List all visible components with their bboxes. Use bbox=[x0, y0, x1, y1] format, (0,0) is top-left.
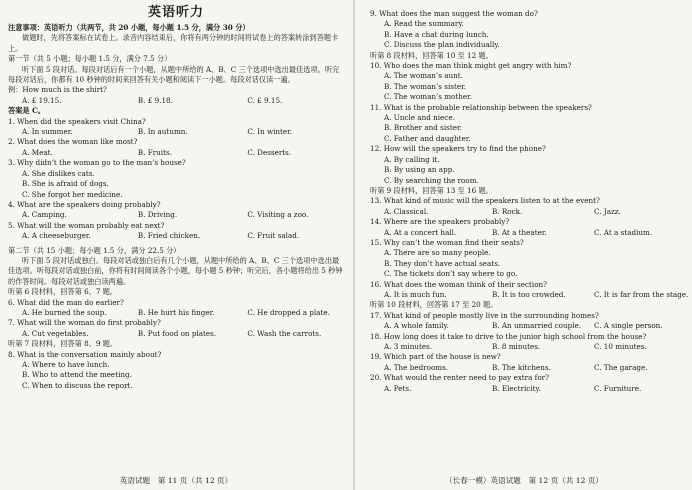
question-17: 17. What kind of people mostly live in the surrounding homes? bbox=[370, 310, 599, 320]
option: B. They don’t have actual seats. bbox=[384, 258, 501, 268]
question-5: 5. What will the woman probably eat next? bbox=[8, 220, 165, 230]
material-9: 听第 9 段材料，回答第 13 至 16 题。 bbox=[370, 185, 493, 195]
example-options bbox=[8, 96, 344, 106]
question-13: 13. What kind of music will the speakers listen to at the event? bbox=[370, 196, 600, 206]
option: A. It is much fun. bbox=[384, 289, 447, 299]
notice: 注意事项：英语听力（共两节，共 20 小题，每小题 1.5 分，满分 30 分） bbox=[8, 23, 250, 32]
option: A. Pets. bbox=[384, 383, 412, 393]
right-page bbox=[356, 0, 692, 490]
question-5-options bbox=[8, 231, 344, 241]
option: C. Discuss the plan individually. bbox=[384, 40, 500, 50]
option: A. Cut vegetables. bbox=[22, 328, 89, 338]
option: C. Visiting a zoo. bbox=[247, 210, 309, 220]
example-question: 例：How much is the shirt? bbox=[8, 85, 107, 95]
question-4-options bbox=[8, 210, 344, 220]
question-13-options bbox=[370, 207, 684, 217]
option: C. The garage. bbox=[594, 362, 648, 372]
option: A. Meat. bbox=[22, 147, 53, 157]
question-7-options bbox=[8, 329, 344, 339]
option: A. He burned the soup. bbox=[22, 307, 107, 317]
question-18-options bbox=[370, 342, 684, 352]
option: B. £ 9.18. bbox=[137, 95, 173, 105]
option: C. In winter. bbox=[247, 127, 293, 137]
option: C. At a stadium. bbox=[594, 227, 653, 237]
option: B. The kitchens. bbox=[492, 362, 551, 372]
instructions: 做题时，先将答案标在试卷上。录音内容结束后，你将有两分钟的时间将试卷上的答案转涂到答题卡上。 bbox=[8, 33, 339, 53]
question-16: 16. What does the woman think of their section? bbox=[370, 279, 548, 289]
option: C. Furniture. bbox=[594, 383, 642, 393]
question-10: 10. Who does the man think might get angry with him? bbox=[370, 61, 572, 71]
option: A. £ 19.15. bbox=[22, 95, 62, 105]
option: B. Have a chat during lunch. bbox=[384, 29, 489, 39]
question-7: 7. What will the woman do first probably? bbox=[8, 318, 161, 328]
question-14-options bbox=[370, 228, 684, 238]
question-1: 1. When did the speakers visit China? bbox=[8, 116, 146, 126]
option: B. By using an app. bbox=[384, 165, 455, 175]
option: C. Desserts. bbox=[247, 147, 292, 157]
question-20: 20. What would the renter need to pay extra for? bbox=[370, 373, 549, 383]
option: C. 10 minutes. bbox=[594, 342, 647, 351]
option: A. By calling it. bbox=[384, 154, 440, 164]
option: B. It is too crowded. bbox=[492, 289, 566, 299]
option: A. The woman’s aunt. bbox=[384, 71, 463, 81]
option: C. Wash the carrots. bbox=[247, 328, 322, 338]
option: C. Jazz. bbox=[594, 206, 621, 216]
material-7: 听第 7 段材料，回答第 8、9 题。 bbox=[8, 339, 118, 349]
question-9: 9. What does the man suggest the woman do? bbox=[370, 9, 538, 18]
option: C. He dropped a plate. bbox=[247, 307, 330, 317]
option: A. There are so many people. bbox=[384, 248, 491, 258]
option: B. Who to attend the meeting. bbox=[22, 370, 132, 380]
section1-header: 第一节（共 5 小题；每小题 1.5 分，满分 7.5 分） bbox=[8, 54, 172, 64]
option: B. Driving. bbox=[137, 210, 178, 220]
option: B. At a theater. bbox=[492, 227, 547, 237]
question-17-options bbox=[370, 321, 684, 331]
page-divider bbox=[353, 0, 355, 490]
option: B. In autumn. bbox=[137, 127, 188, 137]
option: A. Camping. bbox=[22, 210, 67, 220]
page-footer: （长春一模）英语试题 第 12 页（共 12 页） bbox=[444, 475, 604, 485]
question-6: 6. What did the man do earlier? bbox=[8, 297, 124, 307]
option: C. By searching the room. bbox=[384, 175, 479, 185]
option: A. Uncle and niece. bbox=[384, 113, 455, 123]
option: B. An unmarried couple. bbox=[492, 321, 582, 331]
option: C. Father and daughter. bbox=[384, 133, 471, 143]
question-2-options bbox=[8, 148, 344, 158]
option: C. When to discuss the report. bbox=[22, 380, 133, 390]
question-20-options bbox=[370, 384, 684, 394]
question-16-options bbox=[370, 289, 689, 300]
question-12: 12. How will the speakers try to find the phone? bbox=[370, 144, 546, 154]
option: A. The bedrooms. bbox=[384, 362, 449, 372]
option: C. A single person. bbox=[594, 321, 663, 331]
option: B. 8 minutes. bbox=[492, 342, 541, 351]
question-11: 11. What is the probable relationship between the speakers? bbox=[370, 102, 592, 112]
page-footer: 英语试题 第 11 页（共 12 页） bbox=[119, 475, 233, 485]
option: C. The tickets don’t say where to go. bbox=[384, 269, 518, 279]
question-19: 19. Which part of the house is new? bbox=[370, 352, 501, 362]
material-10: 听第 10 段材料，回答第 17 至 20 题。 bbox=[370, 300, 498, 310]
material-6: 听第 6 段材料，回答第 6、7 题。 bbox=[8, 287, 118, 297]
option: C. She forgot her medicine. bbox=[22, 189, 123, 199]
question-3: 3. Why didn’t the woman go to the man’s house? bbox=[8, 158, 186, 168]
question-15: 15. Why can’t the woman find their seats? bbox=[370, 237, 524, 247]
option: A. Where to have lunch. bbox=[22, 360, 110, 369]
option: B. He hurt his finger. bbox=[137, 307, 215, 317]
section1-description: 听下面 5 段对话。每段对话后有一个小题，从题中所给的 A、B、C 三个选项中选出最佳选项。听完每段对话后，你都有 10 秒钟的时间来回答有关小题和阅读下一小题。每段对话仅读一遍。 bbox=[8, 64, 340, 85]
section2-header: 第二节（共 15 小题；每小题 1.5 分，满分 22.5 分） bbox=[8, 245, 181, 255]
question-8: 8. What is the conversation mainly about? bbox=[8, 349, 162, 359]
question-19-options bbox=[370, 363, 684, 373]
example-answer: 答案是 C。 bbox=[8, 106, 45, 116]
option: A. A cheeseburger. bbox=[22, 231, 91, 241]
question-14: 14. Where are the speakers probably? bbox=[370, 217, 510, 227]
option: B. Fruits. bbox=[137, 147, 172, 157]
option: B. Electricity. bbox=[492, 383, 541, 393]
option: A. She dislikes cats. bbox=[22, 168, 95, 178]
option: C. It is far from the stage. bbox=[594, 289, 689, 299]
material-8: 听第 8 段材料，回答第 10 至 12 题。 bbox=[370, 50, 493, 60]
question-18: 18. How long does it take to drive to the junior high school from the house? bbox=[370, 331, 647, 341]
option: B. Fried chicken. bbox=[137, 231, 201, 241]
option: C. £ 9.15. bbox=[247, 95, 283, 105]
section2-description: 听下面 5 段对话或独白。每段对话或独白后有几个小题，从题中所给的 A、B、C 三个选项中选出最佳选项。听每段对话或独白前，你将有时间阅读各个小题，每小题 5 秒钟；听完后，各小题将给出 5 秒钟的作答时间。每段对话或独白读两遍。 bbox=[8, 255, 343, 286]
option: C. The woman’s mother. bbox=[384, 92, 473, 102]
option: A. A whole family. bbox=[384, 321, 449, 331]
question-6-options bbox=[8, 308, 344, 318]
option: B. She is afraid of dogs. bbox=[22, 179, 109, 189]
option: A. 3 minutes. bbox=[384, 342, 433, 351]
option: B. Put food on plates. bbox=[137, 328, 217, 338]
option: B. Rock. bbox=[492, 206, 523, 216]
option: C. Fruit salad. bbox=[247, 231, 300, 241]
option: A. Read the summary. bbox=[384, 19, 464, 29]
option: A. At a concert hall. bbox=[384, 227, 457, 237]
page-title: 英语听力 bbox=[147, 5, 204, 20]
option: A. In summer. bbox=[22, 127, 73, 137]
question-2: 2. What does the woman like most? bbox=[8, 137, 138, 147]
option: A. Classical. bbox=[384, 206, 429, 216]
question-1-options bbox=[8, 127, 344, 137]
question-4: 4. What are the speakers doing probably? bbox=[8, 199, 161, 209]
option: B. The woman’s sister. bbox=[384, 81, 467, 91]
option: B. Brother and sister. bbox=[384, 123, 462, 133]
